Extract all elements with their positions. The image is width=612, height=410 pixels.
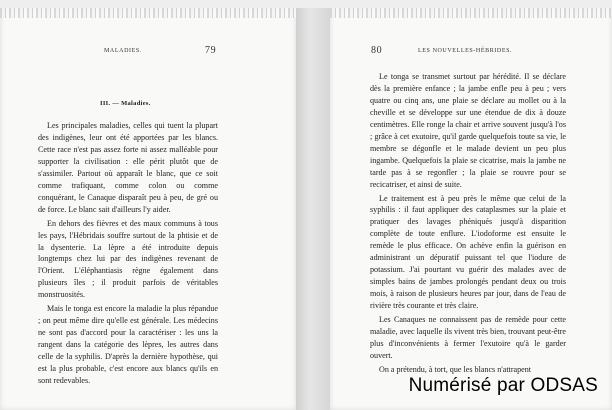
right-body-text bbox=[370, 71, 566, 376]
page-number: 80 bbox=[371, 45, 383, 56]
book-gutter bbox=[296, 8, 330, 410]
paragraph: Le tonga se transmet surtout par hérédité. Il se déclare dès la première enfance ; la jambe enfle peu à peu ; vers quatre ou cinq ans, une plaie se déclare au mollet ou à la cheville et se développe sur une étendue de dix à douze centimètres. Elle ronge la chair et arrive souvent jusqu'à l'os ; grâce à cet exutoire, qu'il garde quelquefois toute sa vie, le membre se dégonfle et le malade devient un peu plus ingambe. Quelquefois la plaie se cicatrise, mais la jambe ne tarde pas à se regonfler ; la plaie se rouvre pour se recicatriser, et ainsi de suite. bbox=[370, 72, 566, 189]
paragraph: En dehors des fièvres et des maux communs à tous les pays, l'Hébridais souffre surtout de la phtisie et de la dysenterie. La lèpre a été introduite depuis longtemps chez lui par des indigènes revenant de l'Orient. L'éléphantiasis règne également dans plusieurs îles ; il produit parfois de véritables monstruosités. bbox=[38, 218, 218, 300]
paragraph: Le traitement est à peu près le même que celui de la syphilis : il faut appliquer des cataplasmes sur la plaie et pratiquer des lavages phéniqués jusqu'à disparition complète de toute enflure. L'iodoforme est ensuite le remède le plus efficace. On achève enfin la guérison en administrant un dépuratif puissant tel que l'iodure de potassium. J'ai pourtant vu guérir des malades avec de simples bains de jambes prolongés pendant deux ou trois mois, à raison de plusieurs heures par jour, dans de l'eau de rivière très courante et très claire. bbox=[370, 193, 566, 311]
running-head-title: LES NOUVELLES-HÉBRIDES. bbox=[418, 48, 513, 54]
paragraph: On a prétendu, à tort, que les blancs n'attrapent bbox=[379, 364, 532, 374]
left-page bbox=[0, 8, 296, 410]
paragraph: Mais le tonga est encore la maladie la plus répandue ; on peut même dire qu'elle est générale. Les médecins ne sont pas d'accord pour la caractériser : les uns la rangent dans la catégorie des lèpres, les autres dans celle de la syphilis. D'après la dernière hypothèse, qui est la plus probable, c'est encore aux blancs qu'ils en sont redevables. bbox=[38, 304, 218, 386]
torn-edge bbox=[0, 8, 296, 18]
torn-edge bbox=[330, 8, 612, 18]
digitization-watermark: Numérisé par ODSAS bbox=[408, 375, 598, 396]
paragraph: Les principales maladies, celles qui tuent la plupart des indigènes, leur ont été apportées par les blancs. Cette race n'est pas assez forte ni assez malléable pour supporter la civilisation : elle périt plutôt que de s'assimiler. Partout où apparaît le blanc, que ce soit comme trafiquant, comme colon ou comme conquérant, le Canaque disparaît peu à peu, de gré ou de force. Le blanc sait d'ailleurs l'y aider. bbox=[38, 121, 218, 214]
page-number: 79 bbox=[205, 45, 217, 56]
section-heading: III. — Maladies. bbox=[100, 100, 151, 107]
running-head-right bbox=[330, 45, 612, 62]
running-head-left bbox=[0, 45, 296, 62]
right-page bbox=[330, 8, 612, 410]
running-head-title: MALADIES. bbox=[104, 48, 142, 54]
left-body-text bbox=[38, 120, 218, 387]
paragraph: Les Canaques ne connaissent pas de remède pour cette maladie, avec laquelle ils vivent très bien, trouvant peut-être plus d'inconvénients à fermer l'exutoire qu'à le garder ouvert. bbox=[370, 315, 566, 360]
